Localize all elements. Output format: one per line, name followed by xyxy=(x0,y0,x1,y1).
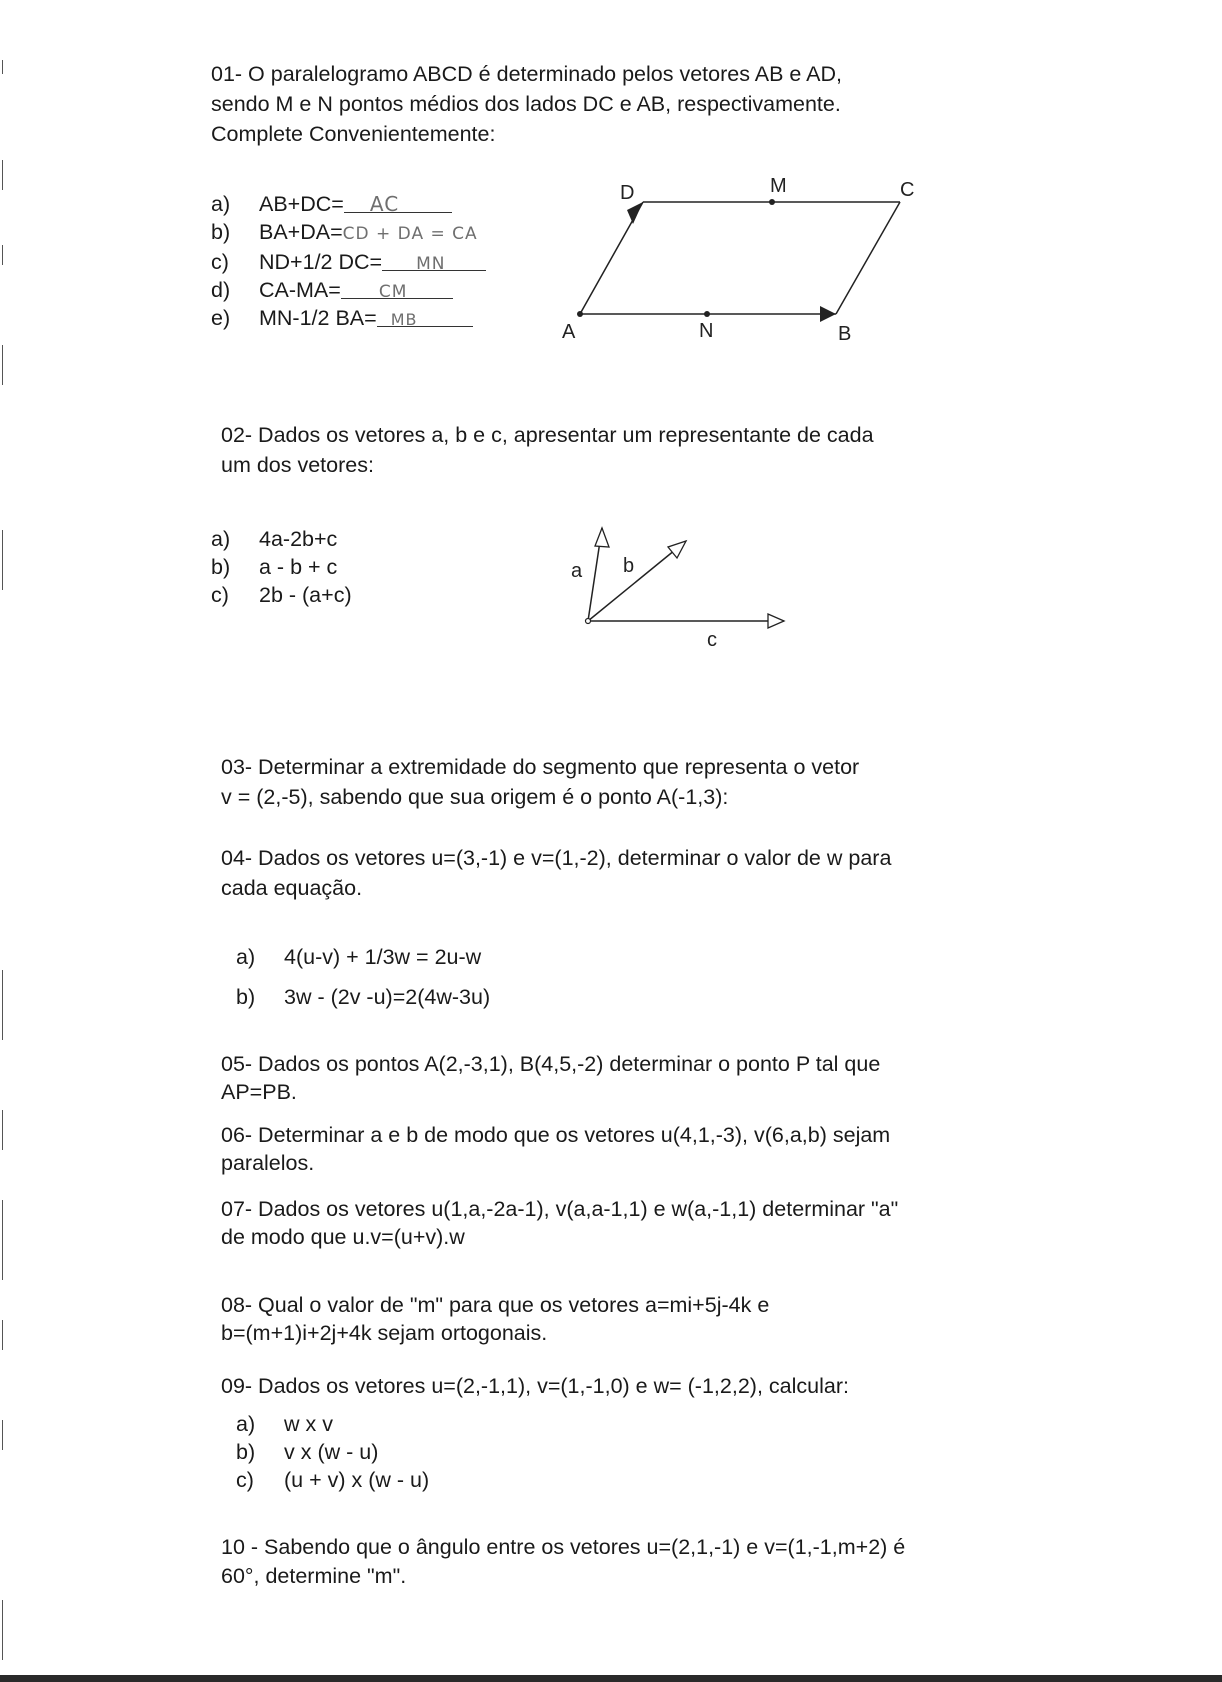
item-label: d) xyxy=(211,278,231,302)
handwritten-answer: CD + DA = CA xyxy=(342,224,478,244)
item-expression: MN-1/2 BA= xyxy=(259,306,377,330)
q03-text-line2: v = (2,-5), sabendo que sua origem é o ponto A(-1,3): xyxy=(221,785,729,809)
q01-text-line1: 01- O paralelogramo ABCD é determinado pelos vetores AB e AD, xyxy=(211,62,843,86)
q04-items xyxy=(236,937,490,1017)
item-expression: 3w - (2v -u)=2(4w-3u) xyxy=(284,985,491,1009)
item-label: a) xyxy=(236,1412,256,1436)
origin-point xyxy=(586,619,591,624)
q09-item xyxy=(236,1466,429,1494)
vectors-figure xyxy=(0,500,1222,660)
q05-text-line1: 05- Dados os pontos A(2,-3,1), B(4,5,-2) determinar o ponto P tal que xyxy=(221,1052,881,1076)
item-label: c) xyxy=(236,1468,254,1492)
q08-text-line2: b=(m+1)i+2j+4k sejam ortogonais. xyxy=(221,1321,548,1345)
item-label: b) xyxy=(236,985,256,1009)
item-expression: CA-MA= xyxy=(259,278,341,302)
item-label: b) xyxy=(211,555,231,579)
item-expression: 4a-2b+c xyxy=(259,527,338,551)
q01-text-line3: Complete Convenientemente: xyxy=(211,122,496,146)
scan-edge-mark xyxy=(2,1200,3,1280)
q02-text-line2: um dos vetores: xyxy=(221,453,374,477)
item-expression: v x (w - u) xyxy=(284,1440,379,1464)
q06-text-line1: 06- Determinar a e b de modo que os vetores u(4,1,-3), v(6,a,b) sejam xyxy=(221,1123,891,1147)
item-label: e) xyxy=(211,306,231,330)
scan-edge-mark xyxy=(2,245,3,265)
item-expression: (u + v) x (w - u) xyxy=(284,1468,430,1492)
q07-text-line2: de modo que u.v=(u+v).w xyxy=(221,1225,465,1249)
q01-text-line2: sendo M e N pontos médios dos lados DC e AB, respectivamente. xyxy=(211,92,841,116)
item-label: a) xyxy=(211,527,231,551)
scan-edge-mark xyxy=(2,60,3,74)
q04-text-line2: cada equação. xyxy=(221,876,363,900)
arrowhead-b xyxy=(668,541,686,558)
q09-text-line1: 09- Dados os vetores u=(2,-1,1), v=(1,-1,0) e w= (-1,2,2), calcular: xyxy=(221,1374,849,1398)
label-vector-c: c xyxy=(707,629,717,651)
scan-edge-mark xyxy=(2,970,3,1040)
item-expression: BA+DA= xyxy=(259,220,343,244)
q03-text-line1: 03- Determinar a extremidade do segmento que representa o vetor xyxy=(221,755,860,779)
q02-text-line1: 02- Dados os vetores a, b e c, apresentar um representante de cada xyxy=(221,423,874,447)
scan-edge-mark xyxy=(2,530,3,590)
q05-text-line2: AP=PB. xyxy=(221,1080,297,1104)
item-label: c) xyxy=(211,250,229,274)
label-a: A xyxy=(562,321,576,343)
handwritten-answer: AC xyxy=(369,192,400,216)
q04-item xyxy=(236,937,490,977)
item-expression: a - b + c xyxy=(259,555,338,579)
arrowhead-ab xyxy=(820,306,836,322)
scan-edge-mark xyxy=(2,160,3,190)
label-m: M xyxy=(770,175,787,197)
vector-b xyxy=(588,541,686,621)
q04-item xyxy=(236,977,490,1017)
q09-items xyxy=(236,1410,429,1494)
arrowhead-ad xyxy=(627,202,643,224)
q10-text-line1: 10 - Sabendo que o ângulo entre os vetores u=(2,1,-1) e v=(1,-1,m+2) é xyxy=(221,1535,906,1559)
q07-text-line1: 07- Dados os vetores u(1,a,-2a-1), v(a,a-1,1) e w(a,-1,1) determinar "a" xyxy=(221,1197,899,1221)
handwritten-answer: MN xyxy=(416,254,446,274)
scan-edge-mark xyxy=(2,345,3,385)
label-vector-b: b xyxy=(623,555,635,577)
scan-bottom-edge xyxy=(0,1675,1222,1682)
item-expression: 2b - (a+c) xyxy=(259,583,352,607)
handwritten-answer: CM xyxy=(378,282,408,302)
label-vector-a: a xyxy=(571,560,583,582)
handwritten-answer: MB xyxy=(390,310,418,329)
item-expression: 4(u-v) + 1/3w = 2u-w xyxy=(284,945,482,969)
scan-edge-mark xyxy=(2,1110,3,1150)
side-cb xyxy=(836,202,900,314)
item-label: b) xyxy=(236,1440,256,1464)
scan-edge-mark xyxy=(2,1420,3,1450)
q09-item xyxy=(236,1438,429,1466)
label-c: C xyxy=(900,179,915,201)
scan-edge-mark xyxy=(2,1600,3,1660)
label-d: D xyxy=(620,182,635,204)
point-n xyxy=(704,311,710,317)
item-label: c) xyxy=(211,583,229,607)
q09-item xyxy=(236,1410,429,1438)
q10-text-line2: 60°, determine "m". xyxy=(221,1564,407,1588)
arrowhead-c xyxy=(768,614,784,628)
point-a xyxy=(577,311,583,317)
item-label: a) xyxy=(236,945,256,969)
label-b: B xyxy=(838,323,852,345)
item-label: b) xyxy=(211,220,231,244)
item-label: a) xyxy=(211,192,231,216)
scan-edge-mark xyxy=(2,1320,3,1350)
item-expression: AB+DC= xyxy=(259,192,344,216)
q04-text-line1: 04- Dados os vetores u=(3,-1) e v=(1,-2), determinar o valor de w para xyxy=(221,846,892,870)
label-n: N xyxy=(699,320,714,342)
parallelogram-figure xyxy=(0,0,1222,380)
arrowhead-a xyxy=(595,528,609,547)
item-expression: w x v xyxy=(284,1412,333,1436)
q08-text-line1: 08- Qual o valor de "m" para que os vetores a=mi+5j-4k e xyxy=(221,1293,770,1317)
item-expression: ND+1/2 DC= xyxy=(259,250,383,274)
q06-text-line2: paralelos. xyxy=(221,1151,315,1175)
point-m xyxy=(769,199,775,205)
